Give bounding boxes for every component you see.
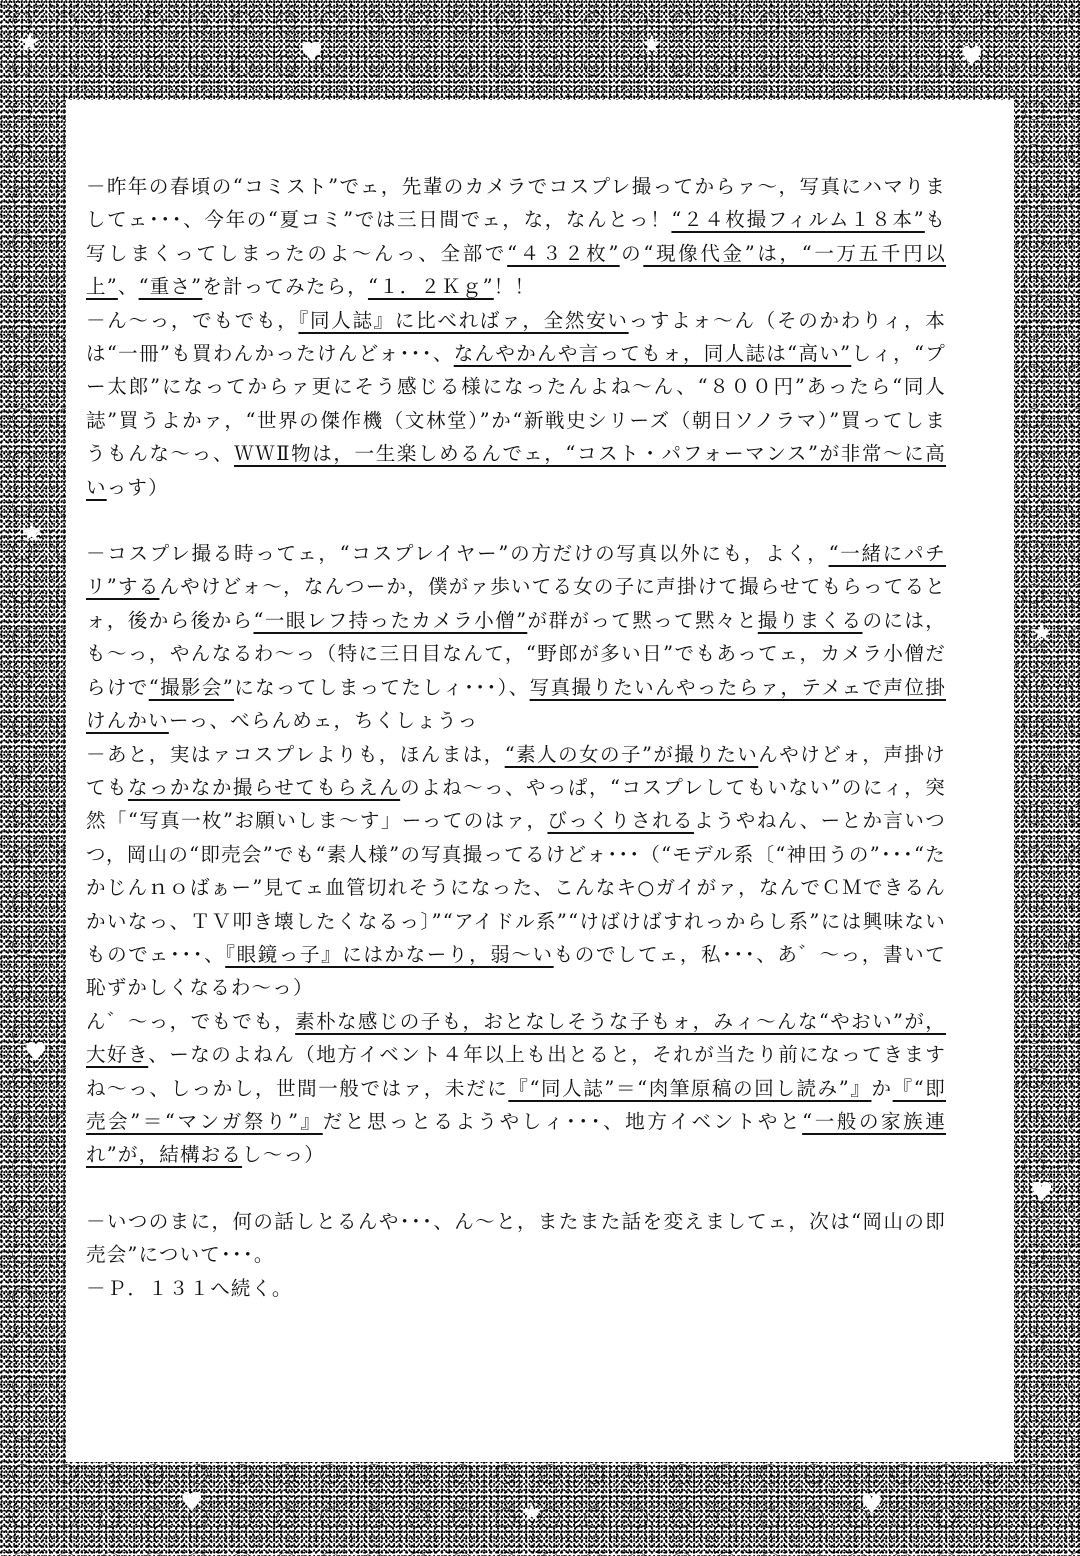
text-run: 、 (117, 275, 139, 299)
star-icon: ★ (520, 1498, 544, 1528)
paragraph (86, 738, 946, 1005)
paragraph (86, 304, 946, 504)
text-run: －あと，実はァコスプレよりも，ほんまは， (86, 742, 505, 766)
underlined-text: 『眼鏡っ子』にはかなーり，弱～い (225, 942, 554, 966)
star-icon: ★ (640, 30, 664, 60)
text-run: になってしまってたしィ･･･ (233, 675, 498, 699)
text-run: ） (293, 976, 314, 1000)
underlined-text: 素朴な感じの子も，おとなしそうな子もォ，みィ～んな“やおい”が，大好き (86, 1009, 946, 1067)
underlined-text: “一眼レフ持ったカメラ小僧” (253, 608, 528, 632)
paragraph-gap (86, 1172, 946, 1205)
star-icon: ★ (18, 28, 42, 58)
text-run: －Ｐ．１３１へ続く。 (86, 1276, 293, 1300)
underlined-text: “一般の家族連れ”が，結構おる (86, 1109, 946, 1167)
heart-icon: ♥ (24, 1038, 48, 1068)
text-run: 、あ゛～っ，書いて恥ずかしくなるわ～っ (86, 942, 946, 1000)
text-run: －昨年の春頃の“コミスト”でェ，先輩のカメラでコスプレ撮ってからァ～，写真にハマりましてェ･･･ (86, 175, 946, 232)
underlined-text: 『同人誌』に比べればァ，全然安い (298, 308, 629, 332)
text-run: ものでしてェ，私･･･ (553, 942, 757, 966)
text-run: 、 (432, 342, 454, 366)
heart-icon: ♥ (1030, 1178, 1054, 1208)
underlined-text: “現像代金”は，“一万五千円以上” (86, 241, 946, 299)
text-run: んやけどォ，声掛けても (86, 742, 946, 799)
text-run: ） (148, 475, 169, 499)
text-run: 、べらんめェ，ちくしょうっ (209, 709, 479, 733)
text-run: 、ん～と，またまた話を変えましてェ，次は“岡山の即売会”について･･･。 (86, 1209, 946, 1267)
text-run: ーっ (168, 709, 210, 733)
text-run: （地方イベント４年以上も出とると，それが当たり前になってきますね～っ (86, 1043, 946, 1100)
underlined-text: “１．２Ｋｇ” (367, 275, 494, 299)
text-run: 、 (212, 442, 234, 466)
underlined-text: “一緒にパチリ”する (86, 542, 946, 599)
underlined-text: ＷＷⅡ物は，一生楽しめるんでェ，“コスト・パフォーマンス”が非常～に高い (86, 442, 946, 499)
paragraph (86, 1272, 946, 1305)
text-run: っすよォ～ん (628, 308, 756, 332)
paragraph (86, 1205, 946, 1272)
text-run: －いつのまに，何の話しとるんや･･･ (86, 1209, 434, 1233)
text-run: のよね～っ (400, 775, 506, 799)
text-run: 、“８００円”あったら“同人誌”買うよかァ，“世界の傑作機（文林堂）”か“新戦史シリーズ（朝日ソノラマ）”買ってしまうもんな～っ (86, 375, 946, 466)
underlined-text: 『“同人誌”＝“肉筆原稿の回し読み”』 (508, 1076, 872, 1100)
text-run: （特に三日目なんて，“野郎が多い日”でもあってェ，カメラ小僧だらけで (86, 642, 947, 699)
underlined-text: “２４枚撮フィルム１８本” (671, 208, 925, 232)
underlined-text: 写真撮りたいんやったらァ，テメェで声位掛けんかい (86, 675, 946, 733)
underlined-text: なんやかんや言ってもォ，同人誌は“高い” (453, 342, 852, 366)
paragraph-gap (86, 504, 946, 537)
text-run: か (871, 1076, 893, 1100)
text-run: が群がって黙って黙々と (527, 608, 758, 632)
text-run: 、 (204, 942, 226, 966)
underlined-text: 撮りまくる (757, 608, 863, 632)
text-run: 、ＴＶ叩き壊したくなるっ (169, 909, 421, 933)
text-run: （そのかわりィ，本は“一冊”も買わんかったけんどォ･･･ (86, 308, 946, 366)
text-run: 、地方イベントやと (603, 1109, 803, 1133)
text-run: ）、 (497, 675, 530, 699)
star-icon: ★ (20, 518, 44, 548)
text-run: 〕”“アイドル系”“けばけばすれっからし系”には興味ないものでェ･･･ (86, 909, 946, 966)
paragraph (86, 170, 946, 304)
star-icon: ★ (1030, 618, 1054, 648)
text-run: －ん～っ，でもでも， (86, 308, 299, 332)
paragraph (86, 1005, 946, 1172)
text-run: しィ，“プー太郎”になってからァ更にそう感じる様になったんよね～ん (86, 342, 946, 399)
text-run: 、しっかし，世間一般ではァ，未だに (149, 1076, 509, 1100)
text-run: 、今年の“夏コミ”では三日間でェ，な，なんとっ！ (183, 208, 672, 232)
heart-icon: ♥ (300, 38, 324, 68)
underlined-text: “４３２枚” (507, 241, 620, 265)
underlined-text: びっくりされる (547, 809, 694, 833)
text-run: 」ーってのはァ， (380, 809, 548, 833)
text-run: の (619, 241, 644, 265)
text-run: 、ーとか言いつつ，岡山の“即売会”でも“素人様”の写真撮ってるけどォ･･･ (86, 809, 946, 866)
heart-icon: ♥ (180, 1488, 204, 1518)
paragraph (86, 537, 946, 737)
text-run: 、ーなのよねん (148, 1043, 296, 1067)
text-run: ん゛～っ，でもでも， (86, 1009, 296, 1033)
heart-icon: ♥ (960, 42, 984, 72)
text-run: し～っ (242, 1143, 305, 1167)
text-run: だと思っとるようやしィ･･･ (322, 1109, 604, 1133)
text-run: ！！ (493, 275, 536, 299)
underlined-text: 『“即売会”＝“マンガ祭り”』 (86, 1076, 946, 1133)
underlined-text: “重さ” (138, 275, 203, 299)
text-run: －コスプレ撮る時ってェ，“コスプレイヤー”の方だけの写真以外にも，よく， (86, 542, 829, 566)
text-run: 、こんなキ○ガイがァ，なんでＣＭできるんかいなっ (86, 876, 946, 933)
underlined-text: “素人の女の子”が撮りたい (504, 742, 759, 766)
text-run: ） (304, 1143, 325, 1167)
text-run: 、全部で (418, 241, 508, 265)
text-run: 、やっぱ，“コスプレしてもいない”のにィ，突然「“写真一枚”お願いしま～す (86, 775, 946, 833)
text-run: も写しまくってしまったのよ～んっ (86, 208, 947, 265)
body-text (86, 170, 946, 1305)
text-run: っす (106, 475, 149, 499)
text-run: を計ってみたら， (202, 275, 368, 299)
text-run: （“モデル系〔“神田うの”･･･“たかじんｎｏばぁー”見てェ血管切れそうになった (86, 842, 946, 900)
text-run: のには，も～っ，やんなるわ～っ (86, 608, 946, 666)
text-run: んやけどォ～，なんつーか，僕がァ歩いてる女の子に声掛けて撮らせてもらってるとォ，後から後から (86, 575, 946, 632)
underlined-text: “撮影会” (148, 675, 234, 699)
text-run: ようやねん (693, 809, 800, 833)
underlined-text: なっかなか撮らせてもらえん (127, 775, 401, 799)
heart-icon: ♥ (860, 1490, 884, 1520)
content-panel (66, 100, 1014, 1462)
